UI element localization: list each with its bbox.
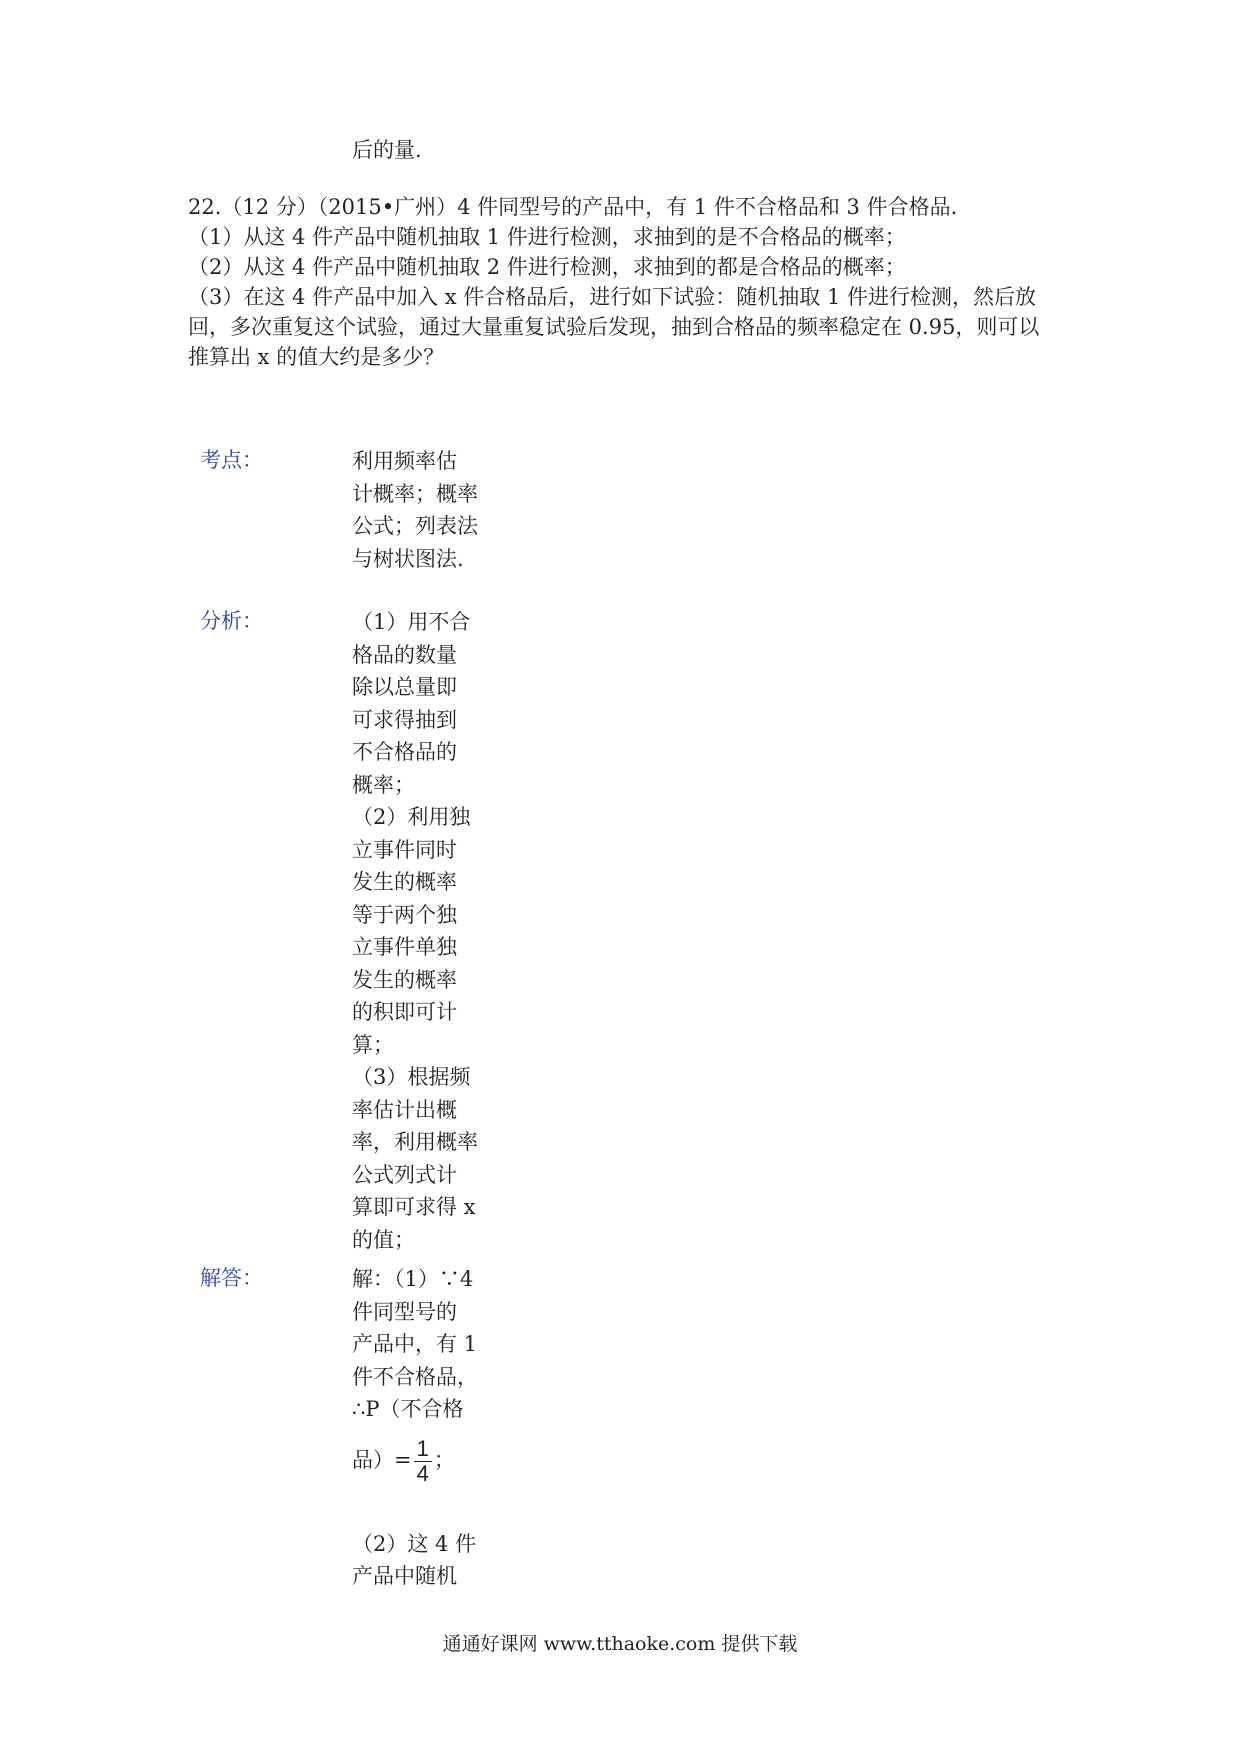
fenxi-label: 分析： [200, 609, 263, 633]
jieda-line: 件同型号的 [352, 1299, 457, 1324]
kaodian-line: 利用频率估 [352, 449, 457, 473]
page-footer: 通通好课网 www.tthaoke.com 提供下载 [442, 1633, 798, 1655]
fenxi-line: 立事件同时 [352, 837, 457, 862]
fenxi-line: （1）用不合 [352, 610, 471, 634]
jieda-line: ∴P（不合格 [352, 1397, 464, 1421]
fenxi-line: 算； [352, 1032, 394, 1057]
fenxi-line: （2）利用独 [352, 805, 471, 829]
kaodian-line: 公式；列表法 [352, 514, 478, 538]
fenxi-line: 除以总量即 [352, 675, 457, 699]
question-part-1: （1）从这 4 件产品中随机抽取 1 件进行检测，求抽到的是不合格品的概率； [188, 225, 906, 249]
fenxi-line: 率，利用概率 [352, 1130, 478, 1154]
jieda-line: 解：（1）∵4 [352, 1267, 474, 1291]
jieda-label: 解答： [200, 1266, 263, 1290]
kaodian-content [352, 445, 492, 575]
fraction-suffix: ； [433, 1447, 455, 1472]
kaodian-label: 考点： [200, 448, 263, 472]
fraction-denominator: 4 [416, 1460, 429, 1486]
fenxi-line: 的值； [352, 1227, 415, 1252]
kaodian-line: 与树状图法. [352, 546, 464, 571]
fenxi-line: 概率； [352, 772, 415, 797]
probability-result [352, 1432, 492, 1488]
top-fragment: 后的量. [352, 138, 422, 162]
fenxi-line: 的积即可计 [352, 1000, 457, 1024]
fenxi-line: 立事件单独 [352, 935, 457, 959]
question-part-3-line-3: 推算出 x 的值大约是多少？ [188, 345, 445, 369]
question-part-2: （2）从这 4 件产品中随机抽取 2 件进行检测，求抽到的都是合格品的概率； [188, 255, 906, 279]
question-part-3-line-2: 回，多次重复这个试验，通过大量重复试验后发现，抽到合格品的频率稳定在 0.95，则可以 [188, 315, 1040, 339]
fraction [414, 1437, 432, 1486]
question-header: 22.（12 分）（2015•广州）4 件同型号的产品中，有 1 件不合格品和 3 件合格品. [188, 195, 958, 219]
fenxi-line: 率估计出概 [352, 1097, 457, 1122]
fenxi-content [352, 606, 492, 1256]
fenxi-line: 格品的数量 [352, 642, 457, 667]
fenxi-line: 发生的概率 [352, 870, 457, 894]
fenxi-line: 算即可求得 x [352, 1195, 476, 1219]
fenxi-line: （3）根据频 [352, 1065, 471, 1089]
jieda-line: （2）这 4 件 [352, 1531, 477, 1556]
jieda-line: 件不合格品， [352, 1364, 478, 1389]
jieda-line: 产品中，有 1 [352, 1332, 478, 1356]
fraction-numerator: 1 [414, 1437, 432, 1462]
fenxi-line: 可求得抽到 [352, 707, 457, 732]
fenxi-line: 不合格品的 [352, 740, 457, 764]
jieda-content [352, 1263, 492, 1593]
jieda-line: 产品中随机 [352, 1564, 457, 1588]
fenxi-line: 公式列式计 [352, 1162, 457, 1187]
fraction-prefix: 品）= [352, 1447, 412, 1472]
fenxi-line: 发生的概率 [352, 967, 457, 992]
fenxi-line: 等于两个独 [352, 902, 457, 927]
question-part-3-line-1: （3）在这 4 件产品中加入 x 件合格品后，进行如下试验：随机抽取 1 件进行检测，然后放 [188, 285, 1036, 309]
kaodian-line: 计概率；概率 [352, 481, 478, 506]
